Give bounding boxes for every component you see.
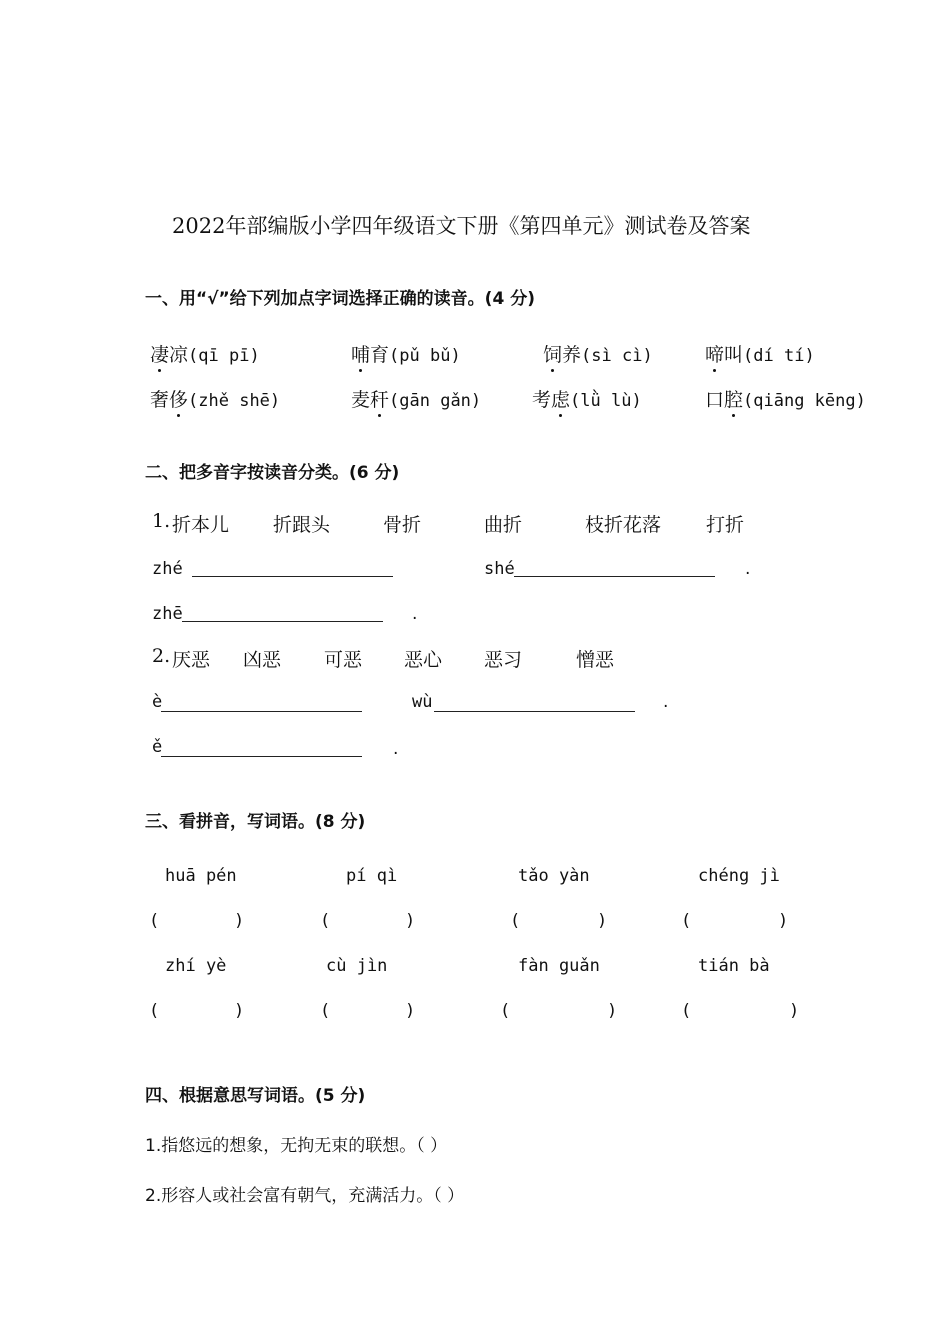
period: . [663, 692, 669, 712]
s2-q1-word: 骨折 [383, 514, 422, 536]
s2-q2-num: 2. [152, 645, 171, 667]
s1-item-pinyin: (qī pī) [188, 346, 260, 366]
s2-q1-label-zhe2: zhé [152, 559, 183, 579]
answer-paren-open: ( [149, 911, 160, 931]
answer-line[interactable] [192, 576, 393, 577]
s1-item-pinyin: (zhě shē) [188, 391, 281, 411]
s2-q1-word: 曲折 [484, 514, 523, 536]
answer-paren-open: ( [320, 911, 331, 931]
answer-paren-close: ) [405, 911, 416, 931]
s1-item-4 [705, 340, 815, 367]
s1-item-char-dotted: 凄 [150, 344, 170, 366]
s2-q1-word: 打折 [706, 514, 745, 536]
s2-q1-word: 枝折花落 [585, 514, 662, 536]
s2-q2-word: 厌恶 [172, 649, 211, 671]
answer-line[interactable] [161, 711, 362, 712]
s1-item-6 [351, 385, 481, 412]
s2-q1-num: 1. [152, 510, 171, 532]
answer-paren-close: ) [597, 911, 608, 931]
answer-line[interactable] [161, 756, 362, 757]
s1-item-char: 口 [705, 389, 725, 411]
s1-item-pinyin: (gān gǎn) [389, 391, 482, 411]
s2-q2-word: 恶心 [404, 649, 443, 671]
s1-item-pinyin: (lǜ lù) [570, 391, 642, 411]
s1-item-pinyin: (sì cì) [581, 346, 653, 366]
s3-pinyin: huā pén [165, 866, 237, 886]
answer-paren-open: ( [510, 911, 521, 931]
s3-pinyin: tǎo yàn [518, 866, 590, 886]
s1-item-7 [532, 385, 642, 412]
section-3-heading: 三、看拼音，写词语。(8 分) [145, 812, 366, 832]
s1-item-1 [150, 340, 260, 367]
section-2-heading: 二、把多音字按读音分类。(6 分) [145, 463, 400, 483]
answer-line[interactable] [514, 576, 715, 577]
answer-paren-close: ) [607, 1001, 618, 1021]
s2-q2-word: 可恶 [324, 649, 363, 671]
answer-paren-close: ) [405, 1001, 416, 1021]
s2-q1-label-she2: shé [484, 559, 515, 579]
answer-line[interactable] [434, 711, 635, 712]
section-4-heading: 四、根据意思写词语。(5 分) [145, 1086, 366, 1106]
s1-item-char: 育 [370, 344, 390, 366]
s1-item-char-dotted: 腔 [724, 389, 744, 411]
s1-item-char-dotted: 啼 [705, 344, 725, 366]
s1-item-pinyin: (dí tí) [743, 346, 815, 366]
s4-question-1: 1.指悠远的想象，无拘无束的联想。（ ） [145, 1136, 448, 1156]
answer-paren-close: ) [234, 911, 245, 931]
s2-q1-label-zhe1: zhē [152, 604, 183, 624]
s2-q2-label-wu4: wù [412, 692, 433, 712]
s1-item-char-dotted: 侈 [169, 389, 189, 411]
s1-item-pinyin: (qiāng kēng) [743, 391, 866, 411]
s1-item-char-dotted: 哺 [351, 344, 371, 366]
s1-item-char: 麦 [351, 389, 371, 411]
s3-pinyin: fàn guǎn [518, 956, 600, 976]
s2-q2-word: 憎恶 [576, 649, 615, 671]
s2-q2-word: 恶习 [484, 649, 523, 671]
s3-pinyin: chéng jì [698, 866, 780, 886]
s4-question-2: 2.形容人或社会富有朝气，充满活力。（ ） [145, 1186, 465, 1206]
s1-item-5 [150, 385, 280, 412]
s1-item-char: 凉 [169, 344, 189, 366]
answer-paren-open: ( [149, 1001, 160, 1021]
s2-q2-label-e4: è [152, 692, 163, 712]
s1-item-8 [705, 385, 866, 412]
section-1-heading: 一、用“√”给下列加点字词选择正确的读音。(4 分) [145, 289, 535, 309]
s1-item-pinyin: (pǔ bǔ) [389, 346, 461, 366]
answer-paren-open: ( [320, 1001, 331, 1021]
s1-item-char-dotted: 饲 [543, 344, 563, 366]
answer-paren-open: ( [681, 911, 692, 931]
period: . [745, 559, 751, 579]
s1-item-char-dotted: 秆 [370, 389, 390, 411]
s2-q1-word: 折跟头 [273, 514, 331, 536]
s3-pinyin: zhí yè [165, 956, 227, 976]
answer-paren-open: ( [681, 1001, 692, 1021]
page-title: 2022年部编版小学四年级语文下册《第四单元》测试卷及答案 [172, 214, 751, 238]
answer-paren-open: ( [500, 1001, 511, 1021]
period: . [393, 739, 399, 759]
s1-item-char: 叫 [724, 344, 744, 366]
s3-pinyin: cù jìn [326, 956, 388, 976]
answer-paren-close: ) [234, 1001, 245, 1021]
s1-item-char-dotted: 虑 [551, 389, 571, 411]
s1-item-char: 奢 [150, 389, 170, 411]
s1-item-2 [351, 340, 461, 367]
s3-pinyin: pí qì [346, 866, 398, 886]
answer-line[interactable] [182, 621, 383, 622]
s1-item-char: 养 [562, 344, 582, 366]
answer-paren-close: ) [778, 911, 789, 931]
s2-q2-word: 凶恶 [243, 649, 282, 671]
s2-q1-word: 折本儿 [172, 514, 230, 536]
s1-item-char: 考 [532, 389, 552, 411]
s2-q2-label-e3: ě [152, 737, 163, 757]
s3-pinyin: tián bà [698, 956, 770, 976]
s1-item-3 [543, 340, 653, 367]
period: . [412, 604, 418, 624]
answer-paren-close: ) [789, 1001, 800, 1021]
